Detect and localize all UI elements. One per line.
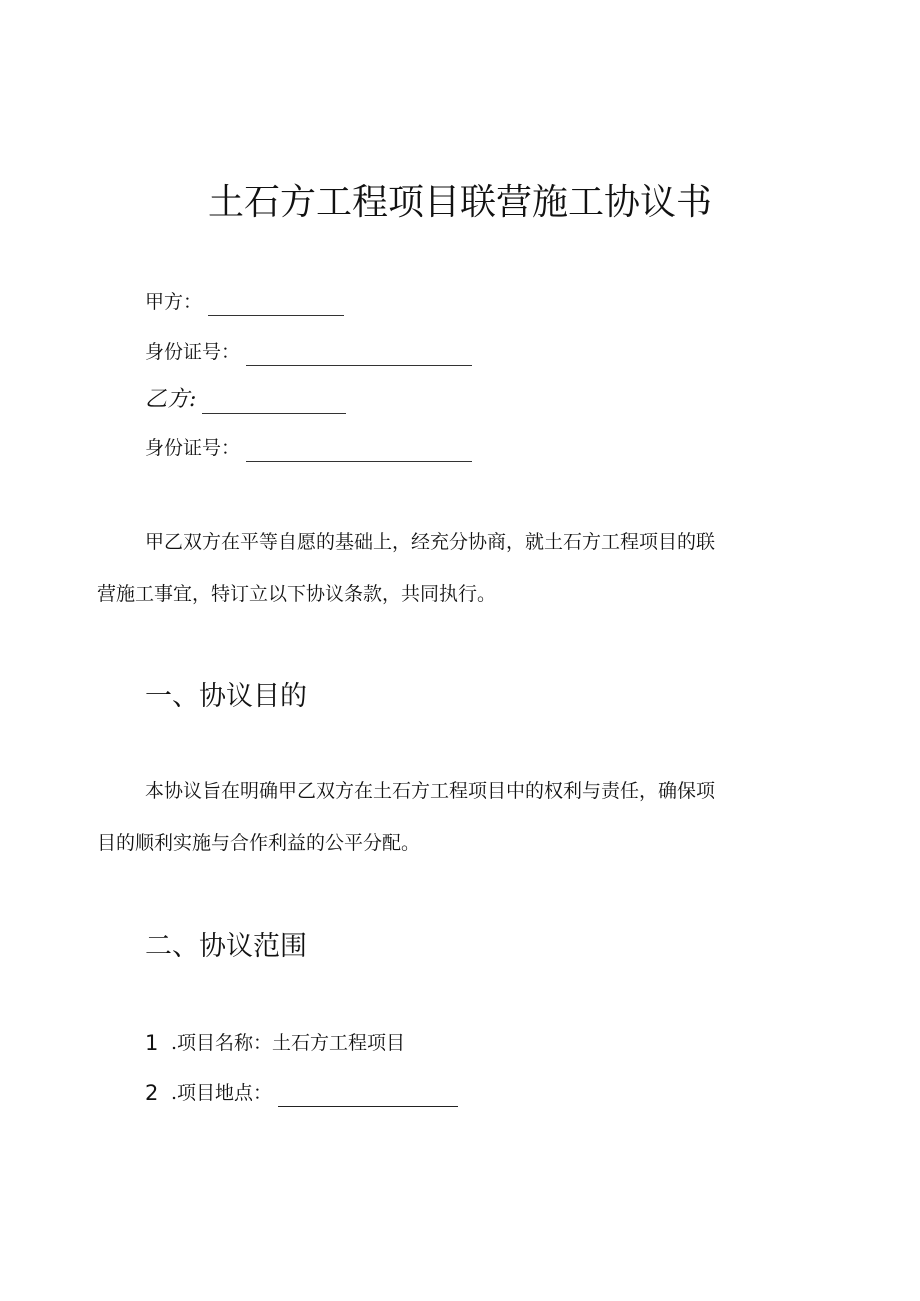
party-b-id-blank[interactable]: [246, 439, 472, 462]
party-a-field: [145, 288, 344, 316]
party-b-blank[interactable]: [202, 391, 346, 414]
section-1-heading: 一、协议目的: [145, 681, 307, 712]
intro-paragraph: [97, 516, 795, 620]
party-a-id-label: 身份证号：: [145, 341, 241, 363]
party-a-id-blank[interactable]: [246, 343, 472, 366]
party-b-id-label: 身份证号：: [145, 437, 241, 459]
section-1-line-1: 本协议旨在明确甲乙双方在土石方工程项目中的权利与责任，确保项: [145, 780, 716, 802]
document-title: 土石方工程项目联营施工协议书: [207, 182, 712, 223]
project-location-blank[interactable]: [278, 1084, 458, 1107]
intro-line-1: 甲乙双方在平等自愿的基础上，经充分协商，就土石方工程项目的联: [145, 531, 716, 553]
scope-item-number: 1: [145, 1031, 159, 1055]
party-a-blank[interactable]: [208, 293, 344, 316]
section-2-heading: 二、协议范围: [145, 931, 307, 962]
section-1-paragraph: [97, 765, 795, 869]
intro-line-2: 营施工事宜，特订立以下协议条款，共同执行。: [97, 583, 497, 605]
scope-item-text: .项目地点：: [171, 1082, 273, 1104]
scope-item-project-name: [145, 1029, 405, 1057]
scope-item-number: 2: [145, 1081, 159, 1105]
party-a-label: 甲方：: [145, 291, 203, 313]
scope-item-text: .项目名称：土石方工程项目: [171, 1032, 406, 1054]
scope-item-project-location: [145, 1079, 458, 1107]
party-b-id-field: [145, 434, 472, 462]
party-b-field: [145, 386, 346, 414]
party-b-label: 乙方:: [145, 387, 197, 412]
section-1-line-2: 目的顺利实施与合作利益的公平分配。: [97, 832, 421, 854]
party-a-id-field: [145, 338, 472, 366]
